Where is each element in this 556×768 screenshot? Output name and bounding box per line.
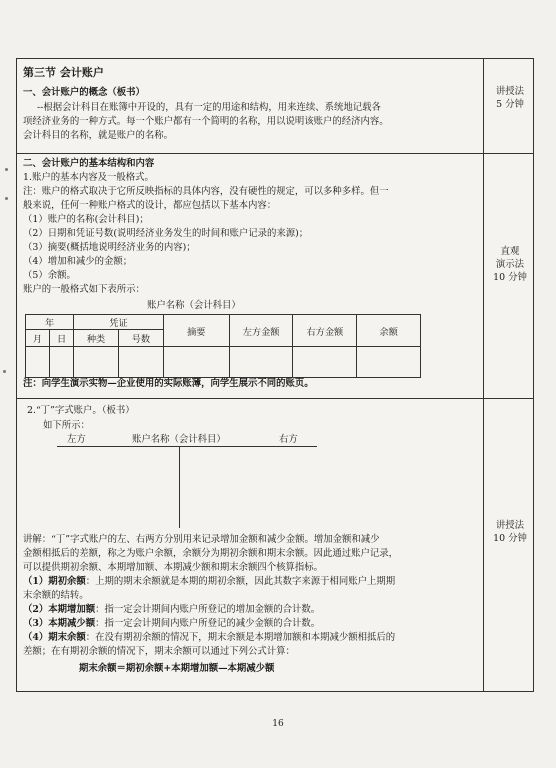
part2-line: （2）日期和凭证号数(说明经济业务发生的时间和账户记录的来源)； xyxy=(23,228,309,239)
part2-line: （4）增加和减少的金额； xyxy=(23,256,133,267)
ledger-header-kind: 种类 xyxy=(74,330,119,347)
ledger-header-summary: 摘要 xyxy=(163,315,229,347)
ledger-cell xyxy=(229,347,293,378)
scan-mark xyxy=(5,197,8,200)
ledger-header-day: 日 xyxy=(50,330,74,347)
method-label: 直观 xyxy=(500,246,520,257)
definition-text: ：在没有期初余额的情况下，期末余额是本期增加额和本期减少额相抵后的 xyxy=(85,632,396,643)
part1-line: 会计科目的名称，就是账户的名称。 xyxy=(23,130,174,141)
duration-label: 5 分钟 xyxy=(496,99,524,110)
definition-text: 差额；在有期初余额的情况下，期末余额可以通过下列公式计算： xyxy=(23,646,295,657)
part2-line: 般来说，任何一种账户格式的设计，都应包括以下基本内容： xyxy=(23,200,277,211)
part1-method xyxy=(485,85,535,111)
part2-line: （1）账户的名称(会计科目)； xyxy=(23,214,149,225)
definition-text: ：上期的期末余额就是本期的期初余额，因此其数字来源于相同账户上期期 xyxy=(85,576,396,587)
ledger-header-voucher: 凭证 xyxy=(74,315,164,330)
part3-method xyxy=(485,519,535,545)
part2-line: （5）余额。 xyxy=(23,270,76,281)
definition-term: （1）期初余额 xyxy=(23,576,86,587)
ledger-format-table xyxy=(25,314,421,378)
part1-line: --根据会计科目在账簿中开设的，具有一定的用途和结构，用来连续、系统地记载各 xyxy=(37,102,381,113)
part2-line: 账户的一般格式如下表所示： xyxy=(23,284,145,295)
formula: 期末余额＝期初余额+本期增加额—本期减少额 xyxy=(79,663,275,674)
section-title: 第三节 会计账户 xyxy=(23,66,104,79)
definition-term: （3）本期减少额 xyxy=(23,618,96,629)
part3-heading: 2.“丁”字式账户。（板书） xyxy=(27,405,135,416)
scan-mark xyxy=(5,168,8,171)
definition-line xyxy=(23,575,395,588)
part1-heading: 一、会计账户的概念（板书） xyxy=(23,87,145,98)
ledger-header-right-amount: 右方金额 xyxy=(293,315,357,347)
definition-text: ：指一定会计期间内账户所登记的减少金额的合计数。 xyxy=(95,618,321,629)
method-label: 演示法 xyxy=(495,259,525,270)
part3-line: 金额相抵后的差额，称之为账户余额，余额分为期初余额和期末余额。因此通过账户记录， xyxy=(23,548,399,559)
duration-label: 10 分钟 xyxy=(493,272,527,283)
ledger-cell xyxy=(74,347,119,378)
part2-heading: 二、会计账户的基本结构和内容 xyxy=(23,158,155,169)
t-account-right-label: 右方 xyxy=(279,434,298,445)
row-divider xyxy=(17,398,533,399)
definition-line xyxy=(23,645,295,658)
ledger-cell xyxy=(293,347,357,378)
part3-subheading: 如下所示： xyxy=(43,420,90,431)
page-number: 16 xyxy=(272,719,284,729)
definition-text: ：指一定会计期间内账户所登记的增加金额的合计数。 xyxy=(95,604,321,615)
t-account-name: 账户名称（会计科目） xyxy=(132,434,226,445)
method-label: 讲授法 xyxy=(495,86,525,97)
ledger-header-balance: 余额 xyxy=(357,315,421,347)
part3-line: 可以提供期初余额、本期增加额、本期减少额和期末余额四个核算指标。 xyxy=(23,562,324,573)
part2-note: 注：向学生演示实物—企业使用的实际账薄，向学生展示不同的账页。 xyxy=(23,378,314,389)
ledger-cell xyxy=(50,347,74,378)
lesson-plan-table xyxy=(16,58,534,692)
ledger-header-month: 月 xyxy=(26,330,50,347)
part1-line: 项经济业务的一种方式。每一个账户都有一个简明的名称，用以说明该账户的经济内容。 xyxy=(23,116,389,127)
ledger-caption: 账户名称（会计科目） xyxy=(147,300,241,311)
method-label: 讲授法 xyxy=(495,520,525,531)
row-divider xyxy=(17,153,533,154)
part3-line: 讲解：“丁”字式账户的左、右两方分别用来记录增加金额和减少金额。增加金额和减少 xyxy=(23,534,380,545)
ledger-cell xyxy=(26,347,50,378)
definition-line xyxy=(23,603,320,616)
ledger-cell xyxy=(163,347,229,378)
definition-text: 末余额的结转。 xyxy=(23,590,89,601)
t-account-horizontal-line xyxy=(57,446,317,447)
ledger-cell xyxy=(357,347,421,378)
ledger-cell xyxy=(118,347,163,378)
definition-term: （2）本期增加额 xyxy=(23,604,96,615)
definition-term: （4）期末余额 xyxy=(23,632,86,643)
part2-line: 1.账户的基本内容及一般格式。 xyxy=(23,172,154,183)
part2-method xyxy=(485,245,535,284)
t-account-left-label: 左方 xyxy=(67,434,86,445)
ledger-header-number: 号数 xyxy=(118,330,163,347)
definition-line xyxy=(23,617,320,630)
definition-line xyxy=(23,631,395,644)
t-account-vertical-line xyxy=(179,446,180,528)
scan-mark xyxy=(3,370,6,373)
duration-label: 10 分钟 xyxy=(493,533,527,544)
definition-line xyxy=(23,589,89,602)
part2-line: 注：账户的格式取决于它所反映指标的具体内容，没有硬性的规定，可以多种多样。但一 xyxy=(23,186,389,197)
ledger-header-left-amount: 左方金额 xyxy=(229,315,293,347)
ledger-header-year: 年 xyxy=(26,315,74,330)
part2-line: （3）摘要(概括地说明经济业务的内容)； xyxy=(23,242,196,253)
